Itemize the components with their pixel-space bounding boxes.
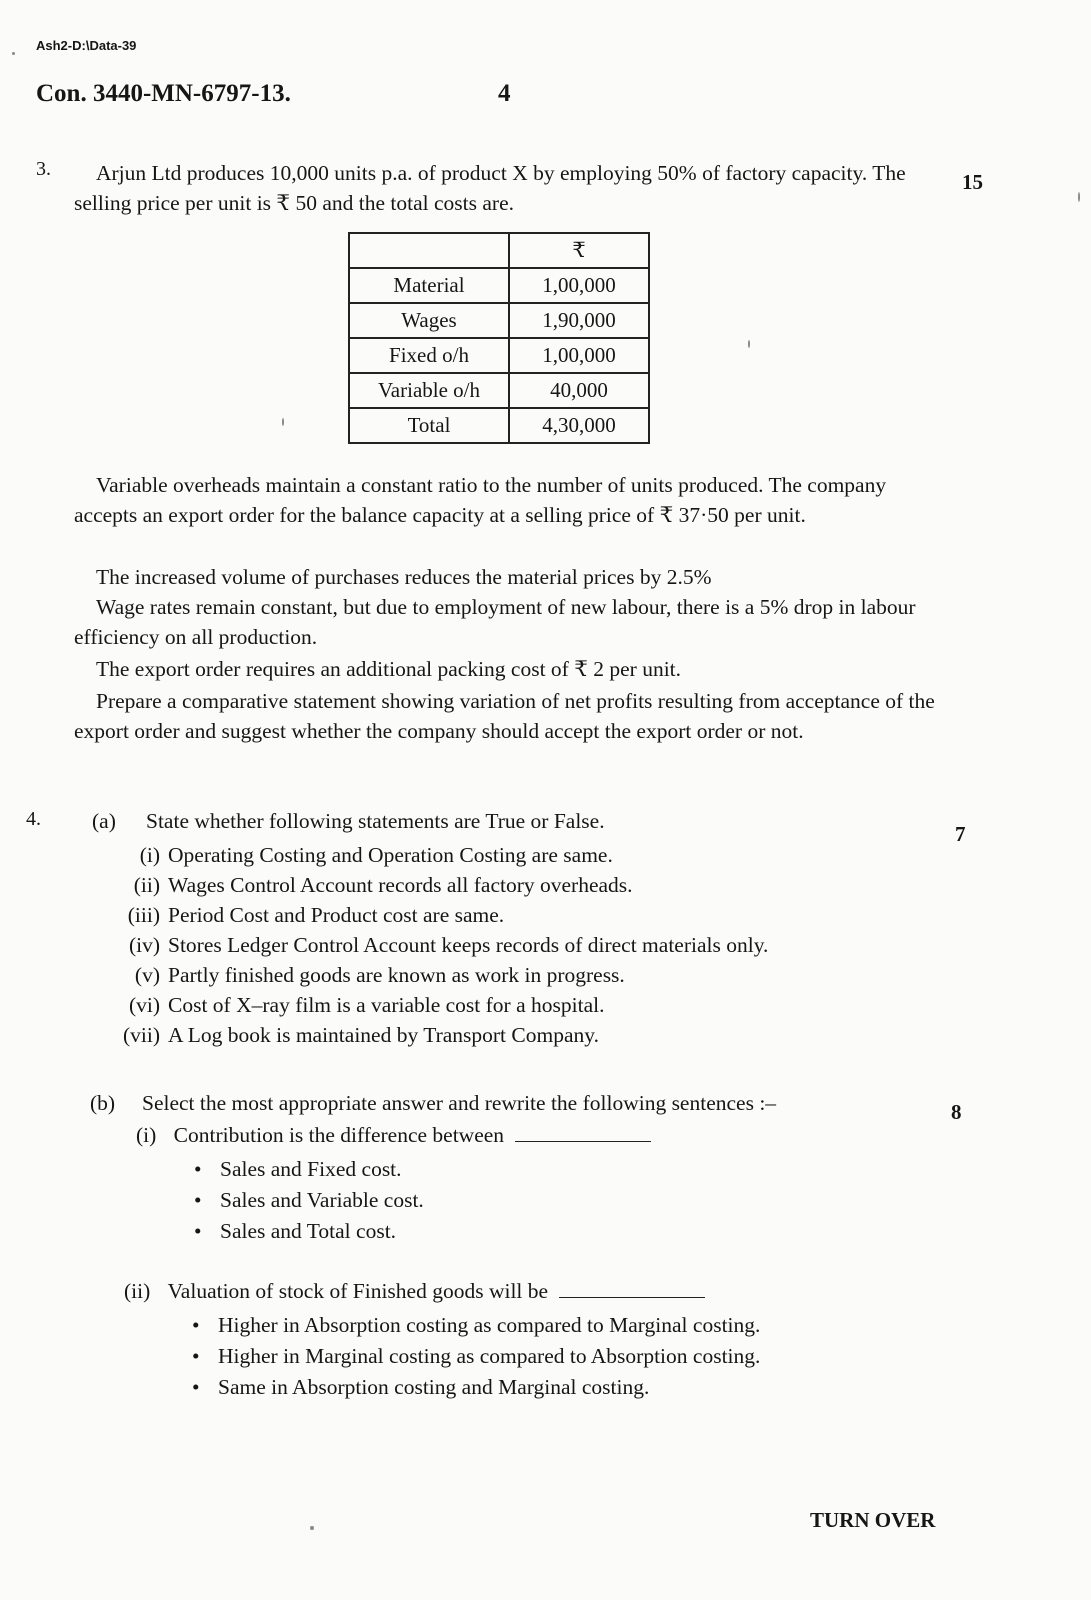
cost-label: Total (349, 408, 509, 443)
question-3-para-3: Wage rates remain constant, but due to employment of new labour, there is a 5% drop in labour efficiency on all production. (74, 595, 916, 649)
option-text: Sales and Total cost. (220, 1219, 397, 1243)
part-b-marks: 8 (951, 1100, 962, 1124)
question-3-para-4: The export order requires an additional packing cost of ₹ 2 per unit. (96, 657, 682, 681)
question-3-para-1: Variable overheads maintain a constant ratio to the number of units produced. The company accepts an export order for the balance capacity at a selling price of ₹ 37·50 per unit. (74, 473, 887, 527)
mcq-1-number: (i) (136, 1123, 157, 1147)
item-number: (i) (139, 843, 160, 867)
item-text: Stores Ledger Control Account keeps records of direct materials only. (168, 933, 769, 957)
answer-blank (559, 1277, 705, 1298)
mcq-2-question (124, 1276, 705, 1306)
item-text: Cost of X–ray film is a variable cost for a hospital. (168, 993, 605, 1017)
table-row (349, 268, 649, 303)
item-text: A Log book is maintained by Transport Company. (168, 1023, 599, 1047)
cost-table-header-row (349, 233, 649, 268)
bullet-icon: • (192, 1344, 200, 1368)
cost-label: Fixed o/h (349, 338, 509, 373)
list-item (192, 1372, 760, 1403)
bullet-icon: • (194, 1188, 202, 1212)
question-3-marks: 15 (962, 170, 983, 194)
list-item (108, 900, 768, 930)
turn-over-label: TURN OVER (810, 1508, 936, 1532)
part-b-label: (b) (90, 1091, 116, 1115)
part-a-instruction: State whether following statements are True or False. (146, 809, 605, 833)
mcq-1-question (136, 1120, 651, 1150)
scan-speck (282, 418, 284, 426)
option-text: Sales and Variable cost. (220, 1188, 424, 1212)
list-item (194, 1185, 424, 1216)
list-item (108, 1020, 768, 1050)
bullet-icon: • (194, 1157, 202, 1181)
answer-blank (515, 1121, 651, 1142)
item-text: Partly finished goods are known as work in progress. (168, 963, 625, 987)
mcq-1-options (194, 1154, 424, 1247)
list-item (194, 1154, 424, 1185)
table-row (349, 338, 649, 373)
bullet-icon: • (192, 1375, 200, 1399)
cost-value: 1,00,000 (509, 268, 649, 303)
cost-table-header-blank (349, 233, 509, 268)
cost-label: Wages (349, 303, 509, 338)
list-item (192, 1310, 760, 1341)
bullet-icon: • (192, 1313, 200, 1337)
item-text: Wages Control Account records all factory overheads. (168, 873, 633, 897)
list-item (108, 930, 768, 960)
scan-speck (310, 1526, 314, 1530)
cost-table-currency-header: ₹ (509, 233, 649, 268)
cost-table (348, 232, 650, 444)
table-row (349, 303, 649, 338)
page-number: 4 (498, 80, 511, 107)
list-item (108, 840, 768, 870)
part-a-marks: 7 (955, 822, 966, 846)
question-3-para-5: Prepare a comparative statement showing variation of net profits resulting from acceptance of the export order and suggest whether the company should accept the export order or not. (74, 689, 935, 743)
table-row (349, 373, 649, 408)
part-a-label: (a) (92, 809, 116, 833)
cost-label: Variable o/h (349, 373, 509, 408)
scan-speck (748, 340, 750, 348)
mcq-2-options (192, 1310, 760, 1403)
question-3-intro: Arjun Ltd produces 10,000 units p.a. of product X by employing 50% of factory capacity. The selling price per unit is ₹ 50 and the total costs are. (74, 161, 906, 215)
cost-value: 1,00,000 (509, 338, 649, 373)
item-number: (iv) (128, 933, 160, 957)
paper-code: Con. 3440-MN-6797-13. (36, 80, 291, 107)
mcq-2-number: (ii) (124, 1279, 151, 1303)
list-item (108, 990, 768, 1020)
item-number: (vi) (128, 993, 160, 1017)
cost-value: 1,90,000 (509, 303, 649, 338)
table-row (349, 408, 649, 443)
list-item (194, 1216, 424, 1247)
question-3-number: 3. (36, 158, 51, 180)
list-item (108, 960, 768, 990)
option-text: Same in Absorption costing and Marginal costing. (218, 1375, 650, 1399)
option-text: Higher in Marginal costing as compared to Absorption costing. (218, 1344, 761, 1368)
item-number: (ii) (133, 873, 160, 897)
true-false-list (108, 840, 768, 1050)
list-item (192, 1341, 760, 1372)
option-text: Higher in Absorption costing as compared to Marginal costing. (218, 1313, 761, 1337)
scan-speck (12, 52, 15, 55)
bullet-icon: • (194, 1219, 202, 1243)
item-text: Operating Costing and Operation Costing are same. (168, 843, 613, 867)
question-3-para-2: The increased volume of purchases reduces the material prices by 2.5% (96, 565, 712, 589)
option-text: Sales and Fixed cost. (220, 1157, 402, 1181)
mcq-1-text: Contribution is the difference between (173, 1123, 505, 1147)
file-id: Ash2-D:\Data-39 (36, 38, 137, 53)
scan-speck (1078, 192, 1080, 202)
item-number: (v) (134, 963, 160, 987)
cost-value: 40,000 (509, 373, 649, 408)
question-4-number: 4. (26, 808, 41, 830)
cost-label: Material (349, 268, 509, 303)
item-text: Period Cost and Product cost are same. (168, 903, 505, 927)
mcq-2-text: Valuation of stock of Finished goods will be (167, 1279, 549, 1303)
item-number: (vii) (122, 1023, 160, 1047)
list-item (108, 870, 768, 900)
cost-value: 4,30,000 (509, 408, 649, 443)
part-b-instruction: Select the most appropriate answer and rewrite the following sentences :– (142, 1091, 777, 1115)
item-number: (iii) (127, 903, 160, 927)
